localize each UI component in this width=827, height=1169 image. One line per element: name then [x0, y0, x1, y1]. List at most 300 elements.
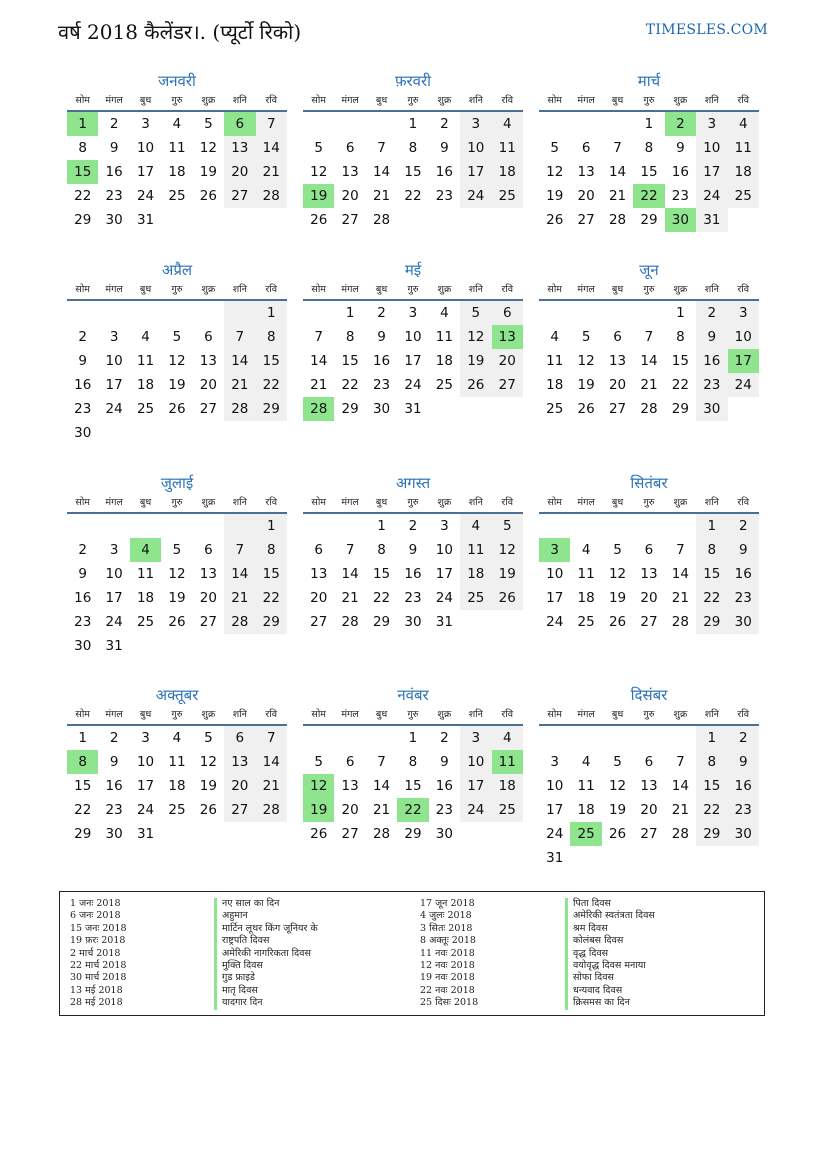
day-cell[interactable]: 24 [105, 401, 123, 417]
day-cell[interactable]: 24 [728, 373, 759, 397]
day-cell[interactable]: 23 [728, 798, 759, 822]
day-cell[interactable]: 9 [676, 140, 685, 156]
day-cell[interactable]: 3 [696, 112, 727, 136]
day-cell[interactable]: 25 [168, 802, 186, 818]
day-cell[interactable]: 23 [105, 188, 123, 204]
day-cell[interactable]: 30 [696, 397, 727, 421]
day-cell[interactable]: 6 [314, 542, 323, 558]
day-cell[interactable]: 11 [168, 754, 186, 770]
day-cell[interactable]: 18 [168, 778, 186, 794]
day-cell[interactable]: 13 [341, 778, 359, 794]
day-cell[interactable]: 2 [728, 726, 759, 750]
day-cell[interactable]: 13 [640, 778, 658, 794]
day-cell[interactable]: 22 [256, 373, 287, 397]
day-cell[interactable]: 20 [640, 802, 658, 818]
day-cell[interactable]: 25 [492, 184, 523, 208]
day-cell[interactable]: 11 [492, 136, 523, 160]
day-cell[interactable]: 25 [168, 188, 186, 204]
day-cell[interactable]: 16 [372, 353, 391, 369]
day-cell[interactable]: 21 [224, 373, 255, 397]
day-cell[interactable]: 25 [577, 614, 595, 630]
day-cell[interactable]: 13 [310, 566, 328, 582]
day-cell[interactable]: 6 [345, 754, 355, 770]
day-cell[interactable]: 1 [644, 116, 654, 132]
day-cell[interactable]: 20 [199, 377, 217, 393]
day-cell[interactable]: 29 [341, 401, 359, 417]
day-cell[interactable]: 6 [644, 754, 654, 770]
day-cell[interactable]: 25 [492, 798, 523, 822]
day-cell[interactable]: 15 [256, 349, 287, 373]
day-cell[interactable]: 16 [105, 778, 123, 794]
day-cell[interactable]: 5 [172, 542, 182, 558]
day-cell[interactable]: 16 [435, 164, 453, 180]
day-cell[interactable]: 23 [404, 590, 422, 606]
day-cell[interactable]: 1 [696, 514, 727, 538]
day-cell[interactable]: 2 [440, 116, 449, 132]
day-cell[interactable]: 22 [404, 188, 422, 204]
day-cell[interactable]: 23 [372, 377, 391, 393]
day-cell[interactable]: 9 [78, 566, 87, 582]
day-cell[interactable]: 19 [492, 562, 523, 586]
day-cell[interactable]: 5 [460, 301, 491, 325]
day-cell[interactable]: 26 [577, 401, 595, 417]
day-cell[interactable]: 1 [67, 112, 98, 136]
day-cell[interactable]: 13 [341, 164, 359, 180]
day-cell[interactable]: 30 [105, 212, 123, 228]
day-cell[interactable]: 10 [105, 566, 123, 582]
day-cell[interactable]: 13 [640, 566, 658, 582]
day-cell[interactable]: 31 [136, 212, 155, 228]
day-cell[interactable]: 25 [728, 184, 759, 208]
day-cell[interactable]: 5 [172, 329, 182, 345]
day-cell[interactable]: 20 [640, 590, 658, 606]
day-cell[interactable]: 21 [341, 590, 359, 606]
day-cell[interactable]: 10 [136, 754, 155, 770]
day-cell[interactable]: 8 [377, 542, 386, 558]
day-cell[interactable]: 8 [644, 140, 654, 156]
day-cell[interactable]: 19 [168, 377, 186, 393]
day-cell[interactable]: 13 [199, 353, 217, 369]
day-cell[interactable]: 3 [460, 112, 491, 136]
day-cell[interactable]: 31 [696, 208, 727, 232]
day-cell[interactable]: 2 [728, 514, 759, 538]
day-cell[interactable]: 29 [372, 614, 391, 630]
day-cell[interactable]: 30 [74, 638, 92, 654]
day-cell[interactable]: 2 [665, 112, 696, 136]
day-cell[interactable]: 19 [608, 802, 627, 818]
day-cell[interactable]: 20 [577, 188, 595, 204]
day-cell[interactable]: 15 [404, 778, 422, 794]
day-cell[interactable]: 14 [341, 566, 359, 582]
day-cell[interactable]: 14 [224, 562, 255, 586]
day-cell[interactable]: 28 [640, 401, 658, 417]
day-cell[interactable]: 2 [109, 116, 119, 132]
day-cell[interactable]: 24 [460, 798, 491, 822]
day-cell[interactable]: 11 [460, 538, 491, 562]
day-cell[interactable]: 7 [256, 726, 287, 750]
day-cell[interactable]: 29 [696, 822, 727, 846]
day-cell[interactable]: 23 [671, 188, 689, 204]
day-cell[interactable]: 12 [199, 140, 217, 156]
day-cell[interactable]: 4 [550, 329, 559, 345]
day-cell[interactable]: 20 [310, 590, 328, 606]
day-cell[interactable]: 11 [728, 136, 759, 160]
day-cell[interactable]: 18 [546, 377, 564, 393]
day-cell[interactable]: 17 [546, 590, 564, 606]
day-cell[interactable]: 19 [546, 188, 564, 204]
day-cell[interactable]: 14 [671, 566, 689, 582]
day-cell[interactable]: 10 [435, 542, 453, 558]
day-cell[interactable]: 28 [671, 826, 689, 842]
day-cell[interactable]: 22 [671, 377, 689, 393]
day-cell[interactable]: 22 [372, 590, 391, 606]
day-cell[interactable]: 1 [345, 305, 355, 321]
day-cell[interactable]: 18 [460, 562, 491, 586]
day-cell[interactable]: 3 [141, 116, 150, 132]
day-cell[interactable]: 7 [377, 140, 386, 156]
day-cell[interactable]: 17 [728, 349, 759, 373]
day-cell[interactable]: 24 [546, 614, 564, 630]
day-cell[interactable]: 4 [172, 730, 182, 746]
day-cell[interactable]: 17 [435, 566, 453, 582]
day-cell[interactable]: 24 [105, 614, 123, 630]
day-cell[interactable]: 22 [256, 586, 287, 610]
day-cell[interactable]: 5 [613, 542, 622, 558]
day-cell[interactable]: 4 [728, 112, 759, 136]
day-cell[interactable]: 5 [314, 140, 323, 156]
day-cell[interactable]: 31 [435, 614, 453, 630]
day-cell[interactable]: 1 [408, 116, 418, 132]
day-cell[interactable]: 10 [696, 136, 727, 160]
day-cell[interactable]: 11 [577, 778, 595, 794]
day-cell[interactable]: 31 [105, 638, 123, 654]
day-cell[interactable]: 9 [109, 140, 119, 156]
day-cell[interactable]: 27 [640, 614, 658, 630]
day-cell[interactable]: 19 [303, 184, 334, 208]
day-cell[interactable]: 28 [671, 614, 689, 630]
day-cell[interactable]: 11 [546, 353, 564, 369]
day-cell[interactable]: 21 [256, 160, 287, 184]
day-cell[interactable]: 18 [577, 802, 595, 818]
day-cell[interactable]: 3 [550, 754, 559, 770]
day-cell[interactable]: 22 [341, 377, 359, 393]
day-cell[interactable]: 18 [136, 590, 155, 606]
day-cell[interactable]: 26 [460, 373, 491, 397]
day-cell[interactable]: 5 [581, 329, 591, 345]
day-cell[interactable]: 21 [310, 377, 328, 393]
day-cell[interactable]: 24 [404, 377, 422, 393]
day-cell[interactable]: 12 [492, 538, 523, 562]
day-cell[interactable]: 31 [404, 401, 422, 417]
day-cell[interactable]: 7 [676, 542, 685, 558]
day-cell[interactable]: 22 [74, 802, 92, 818]
day-cell[interactable]: 14 [310, 353, 328, 369]
day-cell[interactable]: 24 [696, 184, 727, 208]
day-cell[interactable]: 5 [613, 754, 622, 770]
day-cell[interactable]: 17 [546, 802, 564, 818]
day-cell[interactable]: 7 [377, 754, 386, 770]
day-cell[interactable]: 12 [199, 754, 217, 770]
day-cell[interactable]: 27 [224, 184, 255, 208]
day-cell[interactable]: 17 [404, 353, 422, 369]
day-cell[interactable]: 30 [105, 826, 123, 842]
day-cell[interactable]: 1 [676, 305, 685, 321]
day-cell[interactable]: 7 [345, 542, 355, 558]
day-cell[interactable]: 10 [136, 140, 155, 156]
day-cell[interactable]: 27 [608, 401, 627, 417]
day-cell[interactable]: 23 [435, 188, 453, 204]
day-cell[interactable]: 18 [728, 160, 759, 184]
day-cell[interactable]: 3 [408, 305, 418, 321]
day-cell[interactable]: 30 [665, 208, 696, 232]
day-cell[interactable]: 21 [608, 188, 627, 204]
day-cell[interactable]: 1 [256, 301, 287, 325]
day-cell[interactable]: 31 [136, 826, 155, 842]
day-cell[interactable]: 9 [728, 538, 759, 562]
day-cell[interactable]: 12 [303, 774, 334, 798]
day-cell[interactable]: 13 [577, 164, 595, 180]
day-cell[interactable]: 15 [256, 562, 287, 586]
day-cell[interactable]: 26 [492, 586, 523, 610]
day-cell[interactable]: 15 [67, 160, 98, 184]
day-cell[interactable]: 7 [314, 329, 323, 345]
day-cell[interactable]: 15 [341, 353, 359, 369]
day-cell[interactable]: 5 [314, 754, 323, 770]
day-cell[interactable]: 24 [460, 184, 491, 208]
day-cell[interactable]: 19 [168, 590, 186, 606]
day-cell[interactable]: 7 [224, 538, 255, 562]
day-cell[interactable]: 14 [640, 353, 658, 369]
day-cell[interactable]: 21 [372, 802, 391, 818]
day-cell[interactable]: 28 [608, 212, 627, 228]
day-cell[interactable]: 10 [105, 353, 123, 369]
day-cell[interactable]: 30 [372, 401, 391, 417]
day-cell[interactable]: 26 [546, 212, 564, 228]
day-cell[interactable]: 4 [492, 112, 523, 136]
day-cell[interactable]: 4 [141, 329, 150, 345]
day-cell[interactable]: 21 [256, 774, 287, 798]
day-cell[interactable]: 23 [696, 373, 727, 397]
day-cell[interactable]: 2 [109, 730, 119, 746]
day-cell[interactable]: 17 [105, 590, 123, 606]
day-cell[interactable]: 2 [696, 301, 727, 325]
day-cell[interactable]: 11 [492, 750, 523, 774]
day-cell[interactable]: 6 [613, 329, 622, 345]
day-cell[interactable]: 12 [168, 353, 186, 369]
day-cell[interactable]: 20 [224, 774, 255, 798]
day-cell[interactable]: 8 [345, 329, 355, 345]
day-cell[interactable]: 2 [377, 305, 386, 321]
day-cell[interactable]: 8 [256, 325, 287, 349]
day-cell[interactable]: 26 [199, 188, 217, 204]
day-cell[interactable]: 17 [696, 160, 727, 184]
day-cell[interactable]: 14 [256, 750, 287, 774]
day-cell[interactable]: 27 [640, 826, 658, 842]
day-cell[interactable]: 12 [608, 566, 627, 582]
day-cell[interactable]: 2 [78, 329, 87, 345]
day-cell[interactable]: 6 [644, 542, 654, 558]
day-cell[interactable]: 16 [74, 590, 92, 606]
day-cell[interactable]: 25 [546, 401, 564, 417]
day-cell[interactable]: 6 [224, 726, 255, 750]
day-cell[interactable]: 15 [372, 566, 391, 582]
day-cell[interactable]: 2 [78, 542, 87, 558]
day-cell[interactable]: 23 [105, 802, 123, 818]
day-cell[interactable]: 5 [204, 116, 213, 132]
day-cell[interactable]: 14 [608, 164, 627, 180]
day-cell[interactable]: 14 [671, 778, 689, 794]
day-cell[interactable]: 4 [460, 514, 491, 538]
day-cell[interactable]: 29 [74, 212, 92, 228]
day-cell[interactable]: 18 [136, 377, 155, 393]
day-cell[interactable]: 6 [224, 112, 255, 136]
day-cell[interactable]: 8 [408, 140, 418, 156]
day-cell[interactable]: 15 [404, 164, 422, 180]
day-cell[interactable]: 8 [67, 750, 98, 774]
brand-link[interactable]: TIMESLES.COM [645, 22, 768, 38]
day-cell[interactable]: 10 [460, 136, 491, 160]
day-cell[interactable]: 18 [492, 160, 523, 184]
day-cell[interactable]: 29 [256, 397, 287, 421]
day-cell[interactable]: 16 [404, 566, 422, 582]
day-cell[interactable]: 21 [671, 802, 689, 818]
day-cell[interactable]: 26 [310, 826, 328, 842]
day-cell[interactable]: 7 [256, 112, 287, 136]
day-cell[interactable]: 1 [408, 730, 418, 746]
day-cell[interactable]: 19 [608, 590, 627, 606]
day-cell[interactable]: 7 [676, 754, 685, 770]
day-cell[interactable]: 19 [303, 798, 334, 822]
day-cell[interactable]: 9 [408, 542, 418, 558]
day-cell[interactable]: 27 [577, 212, 595, 228]
day-cell[interactable]: 22 [696, 586, 727, 610]
day-cell[interactable]: 20 [341, 188, 359, 204]
day-cell[interactable]: 3 [109, 329, 119, 345]
day-cell[interactable]: 5 [492, 514, 523, 538]
day-cell[interactable]: 14 [256, 136, 287, 160]
day-cell[interactable]: 8 [78, 140, 87, 156]
day-cell[interactable]: 20 [608, 377, 627, 393]
day-cell[interactable]: 20 [199, 590, 217, 606]
day-cell[interactable]: 11 [168, 140, 186, 156]
day-cell[interactable]: 13 [608, 353, 627, 369]
day-cell[interactable]: 21 [224, 586, 255, 610]
day-cell[interactable]: 25 [570, 822, 601, 846]
day-cell[interactable]: 12 [168, 566, 186, 582]
day-cell[interactable]: 1 [78, 730, 87, 746]
day-cell[interactable]: 6 [492, 301, 523, 325]
day-cell[interactable]: 11 [435, 329, 453, 345]
day-cell[interactable]: 21 [671, 590, 689, 606]
day-cell[interactable]: 3 [539, 538, 570, 562]
day-cell[interactable]: 9 [696, 325, 727, 349]
day-cell[interactable]: 30 [435, 826, 453, 842]
day-cell[interactable]: 20 [341, 802, 359, 818]
day-cell[interactable]: 10 [404, 329, 422, 345]
day-cell[interactable]: 8 [256, 538, 287, 562]
day-cell[interactable]: 4 [130, 538, 161, 562]
day-cell[interactable]: 17 [136, 778, 155, 794]
day-cell[interactable]: 4 [581, 754, 591, 770]
day-cell[interactable]: 13 [224, 750, 255, 774]
day-cell[interactable]: 15 [74, 778, 92, 794]
day-cell[interactable]: 23 [74, 614, 92, 630]
day-cell[interactable]: 26 [608, 614, 627, 630]
day-cell[interactable]: 15 [696, 562, 727, 586]
day-cell[interactable]: 24 [435, 590, 453, 606]
day-cell[interactable]: 16 [728, 774, 759, 798]
day-cell[interactable]: 18 [168, 164, 186, 180]
day-cell[interactable]: 16 [696, 349, 727, 373]
day-cell[interactable]: 27 [341, 826, 359, 842]
day-cell[interactable]: 22 [74, 188, 92, 204]
day-cell[interactable]: 9 [728, 750, 759, 774]
day-cell[interactable]: 7 [613, 140, 622, 156]
day-cell[interactable]: 14 [224, 349, 255, 373]
day-cell[interactable]: 21 [640, 377, 658, 393]
day-cell[interactable]: 8 [696, 750, 727, 774]
day-cell[interactable]: 14 [372, 164, 391, 180]
day-cell[interactable]: 22 [633, 184, 664, 208]
day-cell[interactable]: 18 [435, 353, 453, 369]
day-cell[interactable]: 29 [640, 212, 658, 228]
day-cell[interactable]: 24 [136, 802, 155, 818]
day-cell[interactable]: 25 [136, 401, 155, 417]
day-cell[interactable]: 3 [728, 301, 759, 325]
day-cell[interactable]: 29 [671, 401, 689, 417]
day-cell[interactable]: 27 [224, 798, 255, 822]
day-cell[interactable]: 15 [671, 353, 689, 369]
day-cell[interactable]: 9 [440, 140, 449, 156]
day-cell[interactable]: 28 [256, 798, 287, 822]
day-cell[interactable]: 27 [199, 401, 217, 417]
day-cell[interactable]: 13 [199, 566, 217, 582]
day-cell[interactable]: 12 [460, 325, 491, 349]
day-cell[interactable]: 14 [372, 778, 391, 794]
day-cell[interactable]: 18 [492, 774, 523, 798]
day-cell[interactable]: 24 [136, 188, 155, 204]
day-cell[interactable]: 28 [224, 610, 255, 634]
day-cell[interactable]: 12 [546, 164, 564, 180]
day-cell[interactable]: 11 [577, 566, 595, 582]
day-cell[interactable]: 2 [440, 730, 449, 746]
day-cell[interactable]: 30 [728, 610, 759, 634]
day-cell[interactable]: 18 [577, 590, 595, 606]
day-cell[interactable]: 6 [345, 140, 355, 156]
day-cell[interactable]: 20 [224, 160, 255, 184]
day-cell[interactable]: 28 [372, 212, 391, 228]
day-cell[interactable]: 8 [696, 538, 727, 562]
day-cell[interactable]: 12 [577, 353, 595, 369]
day-cell[interactable]: 20 [492, 349, 523, 373]
day-cell[interactable]: 21 [372, 188, 391, 204]
day-cell[interactable]: 24 [546, 826, 564, 842]
day-cell[interactable]: 8 [676, 329, 685, 345]
day-cell[interactable]: 29 [404, 826, 422, 842]
day-cell[interactable]: 19 [199, 778, 217, 794]
day-cell[interactable]: 11 [136, 353, 155, 369]
day-cell[interactable]: 6 [204, 542, 213, 558]
day-cell[interactable]: 28 [224, 397, 255, 421]
day-cell[interactable]: 29 [74, 826, 92, 842]
day-cell[interactable]: 6 [204, 329, 213, 345]
day-cell[interactable]: 3 [109, 542, 119, 558]
day-cell[interactable]: 17 [460, 774, 491, 798]
day-cell[interactable]: 3 [440, 518, 449, 534]
day-cell[interactable]: 1 [377, 518, 386, 534]
day-cell[interactable]: 29 [696, 610, 727, 634]
day-cell[interactable]: 9 [78, 353, 87, 369]
